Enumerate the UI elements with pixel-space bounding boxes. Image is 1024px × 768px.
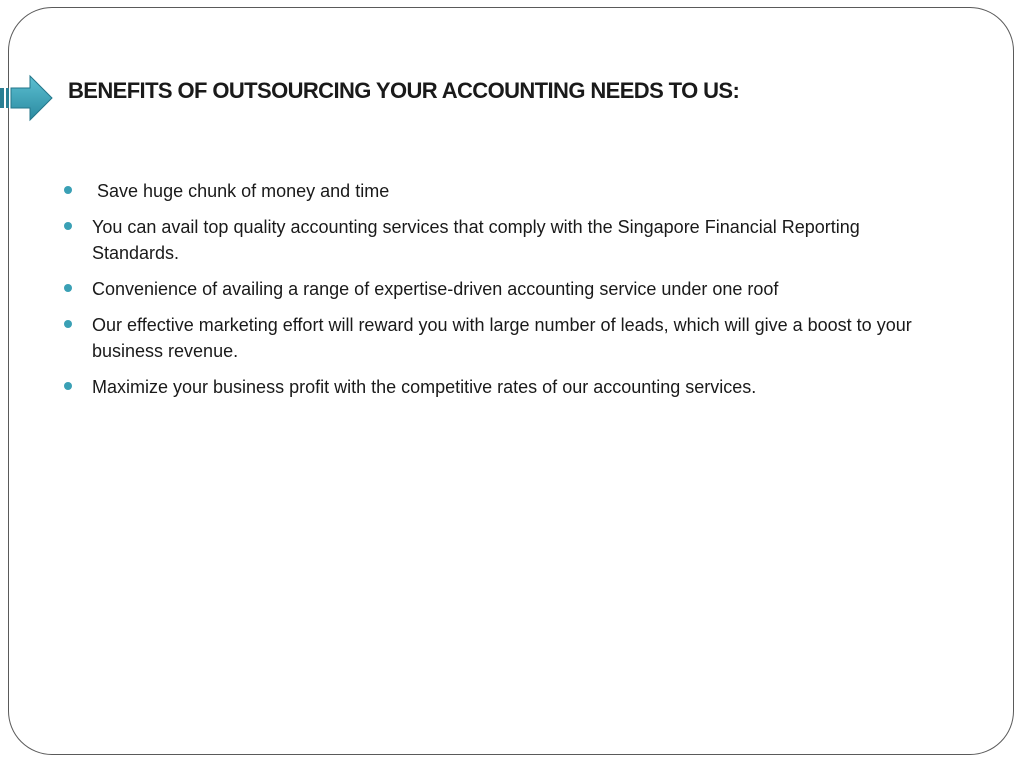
bullet-text: Maximize your business profit with the competitive rates of our accounting services.	[92, 377, 757, 397]
list-item	[64, 312, 944, 364]
bullet-dot-icon	[64, 186, 72, 194]
bullet-text: Convenience of availing a range of expertise-driven accounting service under one roof	[92, 279, 779, 299]
bullet-text: Save huge chunk of money and time	[92, 181, 390, 201]
bullet-list	[64, 178, 944, 410]
bullet-text: Our effective marketing effort will reward you with large number of leads, which will give a boost to your business revenue.	[92, 315, 912, 361]
list-item	[64, 214, 944, 266]
bullet-dot-icon	[64, 382, 72, 390]
bullet-dot-icon	[64, 320, 72, 328]
list-item	[64, 276, 944, 302]
bullet-text: You can avail top quality accounting services that comply with the Singapore Financial Reporting Standards.	[92, 217, 860, 263]
list-item	[64, 374, 944, 400]
bullet-dot-icon	[64, 222, 72, 230]
bullet-dot-icon	[64, 284, 72, 292]
slide-title: BENEFITS OF OUTSOURCING YOUR ACCOUNTING NEEDS TO US:	[68, 78, 740, 103]
list-item	[64, 178, 944, 204]
right-arrow-icon	[0, 74, 54, 122]
